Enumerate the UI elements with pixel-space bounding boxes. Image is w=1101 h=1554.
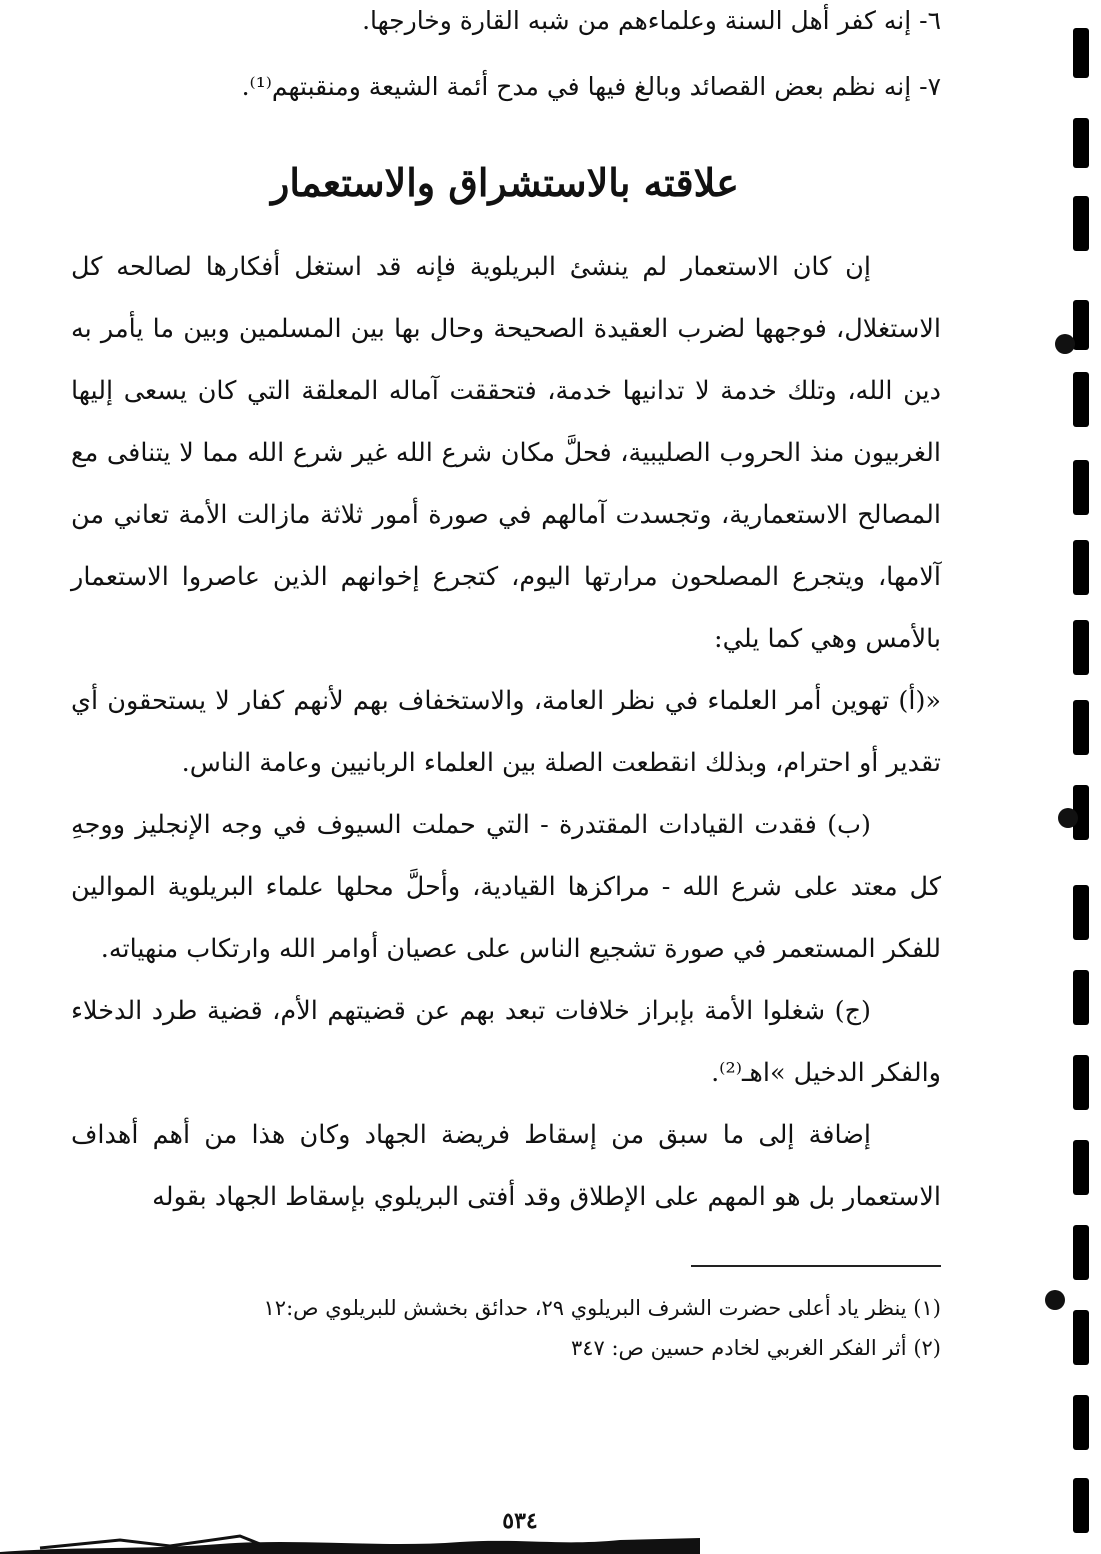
page-number: ٥٣٤ bbox=[502, 1508, 538, 1534]
binding-mark bbox=[1073, 700, 1089, 755]
binding-hole bbox=[1055, 334, 1075, 354]
paragraph-point-b: (ب) فقدت القيادات المقتدرة - التي حملت السيوف في وجه الإنجليز ووجهِ كل معتد على شرع الله - مراكزها القيادية، وأحلَّ محلها علماء البريلوية الموالين للفكر المستعمر في صورة تشجيع الناس على عصيان أوامر الله وارتكاب منهياته. bbox=[71, 810, 941, 964]
binding-mark bbox=[1073, 885, 1089, 940]
binding-mark bbox=[1073, 460, 1089, 515]
paragraph-jihad: إضافة إلى ما سبق من إسقاط فريضة الجهاد وكان هذا من أهم أهداف الاستعمار بل هو المهم على الإطلاق وقد أفتى البريلوي بإسقاط الجهاد بقوله bbox=[71, 1120, 941, 1212]
list-item-6: ٦- إنه كفر أهل السنة وعلماءهم من شبه القارة وخارجها. bbox=[362, 6, 941, 35]
paragraph-point-c: (ج) شغلوا الأمة بإبراز خلافات تبعد بهم عن قضيتهم الأم، قضية طرد الدخلاء والفكر الدخيل »اهـ⁽²⁾. bbox=[71, 996, 941, 1088]
footnote-2: (٢) أثر الفكر الغربي لخادم حسين ص: ٣٤٧ bbox=[570, 1336, 941, 1360]
paragraph-intro: إن كان الاستعمار لم ينشئ البريلوية فإنه قد استغل أفكارها لصالحه كل الاستغلال، فوجهها لضرب العقيدة الصحيحة وحال بها بين المسلمين وبين ما يأمر به دين الله، وتلك خدمة لا تدانيها خدمة، فتحققت آماله المعلقة التي كان يسعى إليها الغربيون منذ الحروب الصليبية، فحلَّ مكان شرع الله غير شرع الله مما لا يتنافى مع المصالح الاستعمارية، وتجسدت آمالهم في صورة أمور ثلاثة مازالت الأمة تعاني من آلامها، ويتجرع المصلحون مرارتها اليوم، كتجرع إخوانهم الذين عاصروا الاستعمار بالأمس وهي كما يلي: bbox=[71, 252, 941, 654]
footnote-1: (١) ينظر ياد أعلى حضرت الشرف البريلوي ٢٩، حدائق بخشش للبريلوي ص:١٢ bbox=[263, 1296, 941, 1320]
scan-edge-artifact bbox=[0, 1524, 700, 1554]
paragraph-point-a: «(أ) تهوين أمر العلماء في نظر العامة، والاستخفاف بهم لأنهم كفار لا يستحقون أي تقدير أو احترام، وبذلك انقطعت الصلة بين العلماء الربانيين وعامة الناس. bbox=[71, 686, 941, 778]
list-item-7: ٧- إنه نظم بعض القصائد وبالغ فيها في مدح أئمة الشيعة ومنقبتهم⁽¹⁾. bbox=[241, 72, 941, 101]
binding-mark bbox=[1073, 1310, 1089, 1365]
binding-mark bbox=[1073, 1478, 1089, 1533]
footnotes bbox=[241, 1288, 941, 1368]
binding-mark bbox=[1073, 372, 1089, 427]
binding-mark bbox=[1073, 1055, 1089, 1110]
binding-hole bbox=[1058, 808, 1078, 828]
binding-hole bbox=[1045, 1290, 1065, 1310]
binding-mark bbox=[1073, 300, 1089, 350]
footnote-separator bbox=[691, 1265, 941, 1267]
binding-mark bbox=[1073, 1395, 1089, 1450]
binding-mark bbox=[1073, 620, 1089, 675]
binding-mark bbox=[1073, 540, 1089, 595]
section-heading: علاقته بالاستشراق والاستعمار bbox=[271, 160, 739, 205]
binding-mark bbox=[1073, 1140, 1089, 1195]
binding-mark bbox=[1073, 196, 1089, 251]
binding-mark bbox=[1073, 118, 1089, 168]
binding-mark bbox=[1073, 1225, 1089, 1280]
binding-mark bbox=[1073, 28, 1089, 78]
binding-mark bbox=[1073, 970, 1089, 1025]
body-text bbox=[71, 236, 941, 1228]
